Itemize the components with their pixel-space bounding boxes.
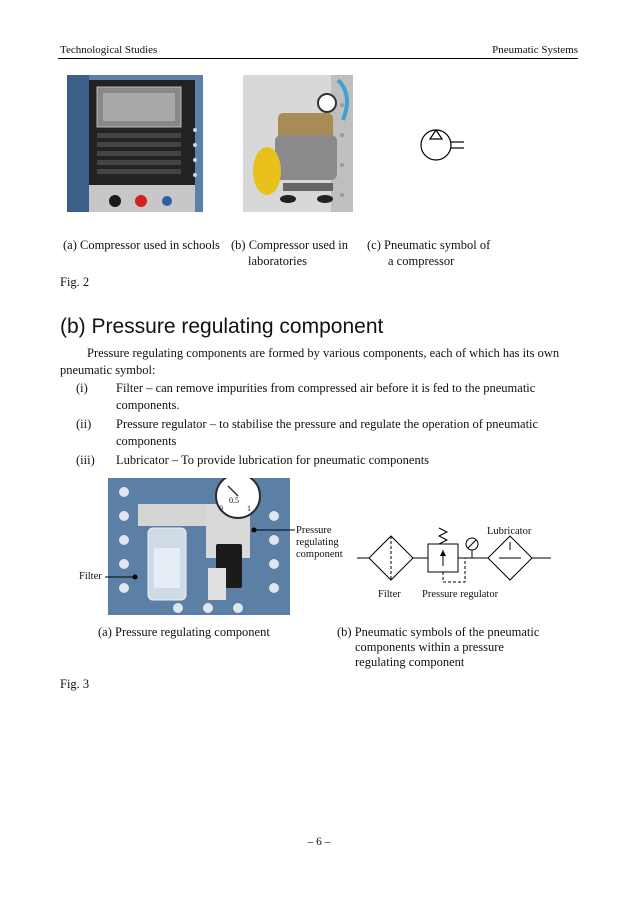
gauge-right-value: 1 [247, 504, 251, 513]
gauge-left-value: 0 [219, 504, 223, 513]
list-item-line1: Filter – can remove impurities from compressed air before it is fed to the pneumatic [116, 381, 536, 395]
list-item-line2: components. [116, 398, 180, 412]
list-item-num: (i) [76, 381, 88, 395]
gauge-top-value: 0.5 [229, 496, 239, 505]
header-rule [58, 58, 578, 59]
compressor-school-photo [67, 75, 203, 212]
intro-line1: Pressure regulating components are formed by various components, each of which has its own [87, 346, 560, 360]
list-item-line2: components [116, 434, 177, 448]
label-filter-photo: Filter [79, 571, 102, 582]
fig2-caption-b-line2: laboratories [248, 254, 308, 268]
photo-callout-lines [102, 520, 302, 590]
fig2-label: Fig. 2 [60, 275, 90, 289]
symbol-label-lubricator: Lubricator [487, 526, 532, 537]
fig3-caption-a: (a) Pressure regulating component [98, 625, 270, 639]
label-regulator-line3: component [296, 549, 343, 560]
section-title: (b) Pressure regulating component [60, 315, 384, 338]
compressor-lab-photo [243, 75, 353, 212]
header-right: Pneumatic Systems [492, 44, 578, 56]
list-item-filter [76, 380, 578, 414]
fig3-caption-b-line1: (b) Pneumatic symbols of the pneumatic [337, 625, 540, 639]
label-regulator-line1: Pressure [296, 525, 332, 536]
intro-line2: pneumatic symbol: [60, 363, 156, 377]
list-item-num: (iii) [76, 453, 95, 467]
fig2-caption-b-line1: (b) Compressor used in [231, 238, 348, 252]
list-item-line1: Pressure regulator – to stabilise the pressure and regulate the operation of pneumatic [116, 417, 539, 431]
list-item-lubricator [76, 452, 578, 469]
list-item-num: (ii) [76, 417, 92, 431]
symbol-label-filter: Filter [378, 589, 401, 600]
label-regulator-line2: regulating [296, 537, 339, 548]
fig3-label: Fig. 3 [60, 677, 90, 691]
list-item-regulator [76, 416, 578, 450]
fig2-caption-c-line2: a compressor [388, 254, 455, 268]
symbol-label-regulator: Pressure regulator [422, 589, 499, 600]
compressor-symbol-icon [418, 125, 466, 165]
list-item-line1: Lubricator – To provide lubrication for pneumatic components [116, 453, 430, 467]
fig2-caption-c-line1: (c) Pneumatic symbol of [367, 238, 491, 252]
fig2-caption-a: (a) Compressor used in schools [63, 238, 220, 252]
page-number: – 6 – [307, 836, 331, 848]
header-left: Technological Studies [60, 44, 158, 56]
fig3-caption-b-line3: regulating component [355, 655, 465, 669]
fig3-caption-b-line2: components within a pressure [355, 640, 504, 654]
